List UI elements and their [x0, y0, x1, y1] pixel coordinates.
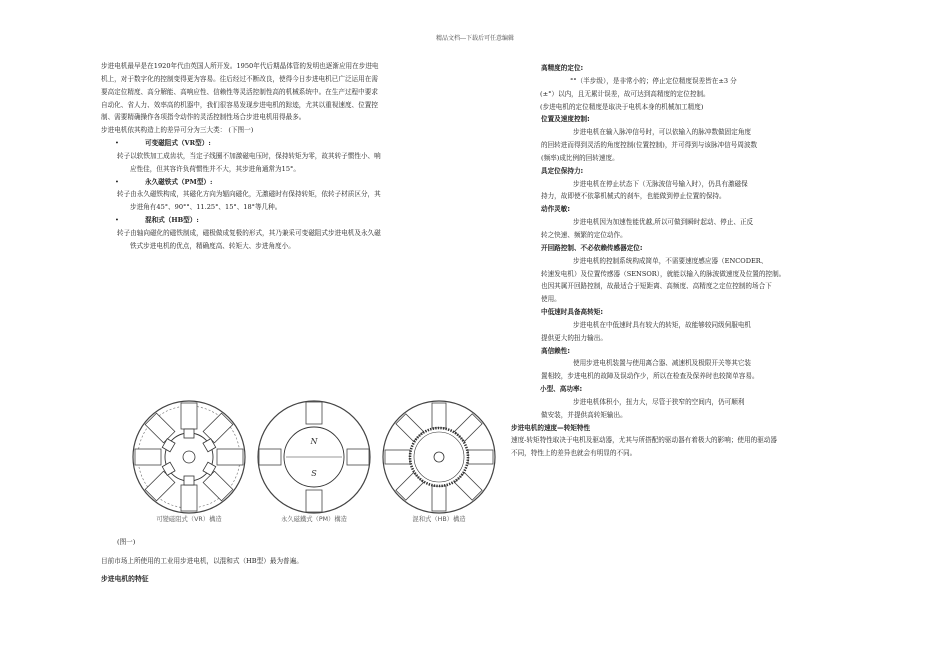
torque-heading: 步进电机的速度—转矩特性: [511, 423, 591, 432]
bullet: •: [115, 216, 119, 225]
feature-line: °°（半步级），是非常小的；停止定位精度误差皆在±3 分: [570, 76, 737, 85]
feature-title: 高精度的定位:: [541, 64, 584, 72]
motor-structure-figure: [130, 398, 515, 528]
feature-line: 使用步进电机装置与使用离合器、减速机及极限开关等其它装: [573, 359, 752, 368]
feature-line: 置相较，步进电机的故障及误动作少，所以在检查及保养时也较简单容易。: [541, 372, 759, 381]
page-header: 精品文档---下载后可任意编辑: [435, 35, 515, 42]
feature-line: 使用。: [541, 295, 561, 304]
intro-line: 机上，对于数字化的控制变得更为容易。往后经过不断改良，使得今日步进电机已广泛运用在需: [101, 74, 378, 83]
type-hb-heading: [101, 214, 446, 227]
feature-title: 中低速时具备高转矩:: [541, 308, 603, 317]
feature-title: 开回路控制、不必依赖传感器定位:: [541, 243, 643, 252]
feature-title: 小型、高功率:: [540, 385, 583, 394]
south-pole-label: S: [311, 469, 317, 478]
feature-line: 也因其属开回路控制，故最适合于短距离、高频度、高精度之定位控制的场合下: [541, 282, 772, 291]
feature-line: 转之快速、频繁的定位动作。: [541, 230, 627, 239]
feature-line: 转速发电机）及位置传感器（SENSOR），就能以输入的脉波做速度及位置的控制。: [541, 269, 786, 278]
feature-line: 步进电机在停止状态下（无脉波信号输入时），仍具有激磁保: [573, 179, 748, 188]
type-vr-line: 应性佳，但其容许负荷惯性并不大，其步进角通常为15°。: [130, 164, 300, 173]
feature-line: 做安装，并提供高转矩输出。: [541, 410, 627, 419]
intro-line: 制、需要精确操作各项指令动作的灵活控制性场合步进电机用得最多。: [101, 113, 306, 122]
feature-line: 步进电机体积小，扭力大，尽管于狭窄的空间内，仍可顺利: [573, 397, 745, 406]
feature-title: 动作灵敏:: [541, 205, 571, 214]
feature-title: 高信赖性:: [541, 346, 571, 355]
feature-line: (频率)成比例的回转速度。: [541, 153, 619, 162]
right-column: [512, 62, 848, 460]
hb-motor-diagram: [380, 398, 498, 516]
type-vr-heading: [101, 137, 446, 150]
features-heading: 步进电机的特征: [101, 575, 149, 583]
type-pm-line: 转子由永久磁铁构成，其磁化方向为辐向磁化，无激磁时有保持转矩，依转子材质区分，其: [117, 190, 381, 199]
intro-line: 自动化、省人力、效率高的机器中，我们很容易发现步进电机的踪迹，尤其以重视速度、位置控: [101, 100, 378, 109]
feature-line: 的回转进而得到灵活的角度控制(位置控制)，并可得到与该脉冲信号周波数: [541, 141, 758, 150]
type-pm-line: 步进角有45°、90°°、11.25°、15°、18°等几种。: [130, 203, 282, 212]
type-vr-title: 可变磁阻式（VR型）:: [145, 139, 211, 148]
feature-sections: [512, 62, 848, 422]
type-vr-line: 转子以软铁加工成齿状，当定子线圈不加激磁电压时，保持转矩为零，故其转子惯性小、响: [117, 151, 381, 160]
vr-motor-diagram: [130, 398, 248, 516]
figure-label: (图一): [117, 538, 136, 546]
north-pole-label: N: [310, 437, 318, 446]
left-column: [101, 60, 446, 253]
classify-line: 步进电机依其构造上的差异可分为三大类： (下图一): [101, 126, 254, 135]
bullet: •: [115, 177, 119, 186]
pm-motor-diagram: [255, 398, 373, 516]
type-pm-heading: [101, 176, 446, 189]
intro-line: 要高定位精度、高分解能、高响应性、信赖性等灵活控制性高的机械系统中。在生产过程中要求: [101, 87, 378, 96]
feature-line: 步进电机在中低速时具有较大的转矩，故能够较同级伺服电机: [573, 320, 752, 329]
torque-line: 速度-转矩特性取决于电机及驱动器，尤其与所搭配的驱动器有着极大的影响；使用的驱动器: [511, 436, 777, 445]
feature-title: 位置及速度控制:: [541, 115, 590, 124]
vr-caption: 可變磁阻式（VR）構造: [156, 516, 222, 523]
bullet: •: [115, 139, 119, 148]
market-line: 目前市场上所使用的工业用步进电机，以混和式（HB型）最为普遍。: [101, 557, 303, 565]
feature-title: 具定位保持力:: [541, 166, 584, 175]
hb-caption: 混和式（HB）構造: [412, 516, 466, 523]
type-hb-line: 铁式步进电机的优点，精确度高、转矩大、步进角度小。: [130, 241, 295, 250]
feature-line: 步进电机的控制系统构成简单，不需要速度感应器（ENCODER、: [573, 256, 768, 265]
type-hb-line: 转子由轴向磁化的磁铁制成，磁极做成复极的形式，其乃兼采可变磁阻式步进电机及永久磁: [117, 228, 381, 237]
type-hb-title: 混和式（HB型）:: [145, 216, 199, 225]
feature-line: (±°）以内，且无累计误差，故可达到高精度的定位控制。: [540, 89, 710, 98]
feature-line: 提供更大的扭力输出。: [541, 333, 607, 342]
feature-line: 步进电机因为加速性能优越,所以可做到瞬时起动、停止、正反: [573, 218, 754, 227]
type-pm-title: 永久磁铁式（PM型）:: [145, 177, 213, 186]
feature-line: 步进电机在输入脉冲信号时，可以依输入的脉冲数做固定角度: [573, 128, 752, 137]
intro-line: 步进电机最早是在1920年代由英国人所开发。1950年代后期晶体管的发明也逐渐应用在步进电: [101, 62, 379, 70]
pm-caption: 永久磁鐵式（PM）構造: [281, 516, 347, 523]
feature-line: 持力，故即使不依靠机械式的刹车，也能做到停止位置的保持。: [541, 192, 726, 201]
torque-line: 不同，特性上的差异也就会有明显的不同。: [511, 449, 637, 458]
feature-line: (步进电机的定位精度是取决于电机本身的机械加工精度): [540, 102, 704, 111]
